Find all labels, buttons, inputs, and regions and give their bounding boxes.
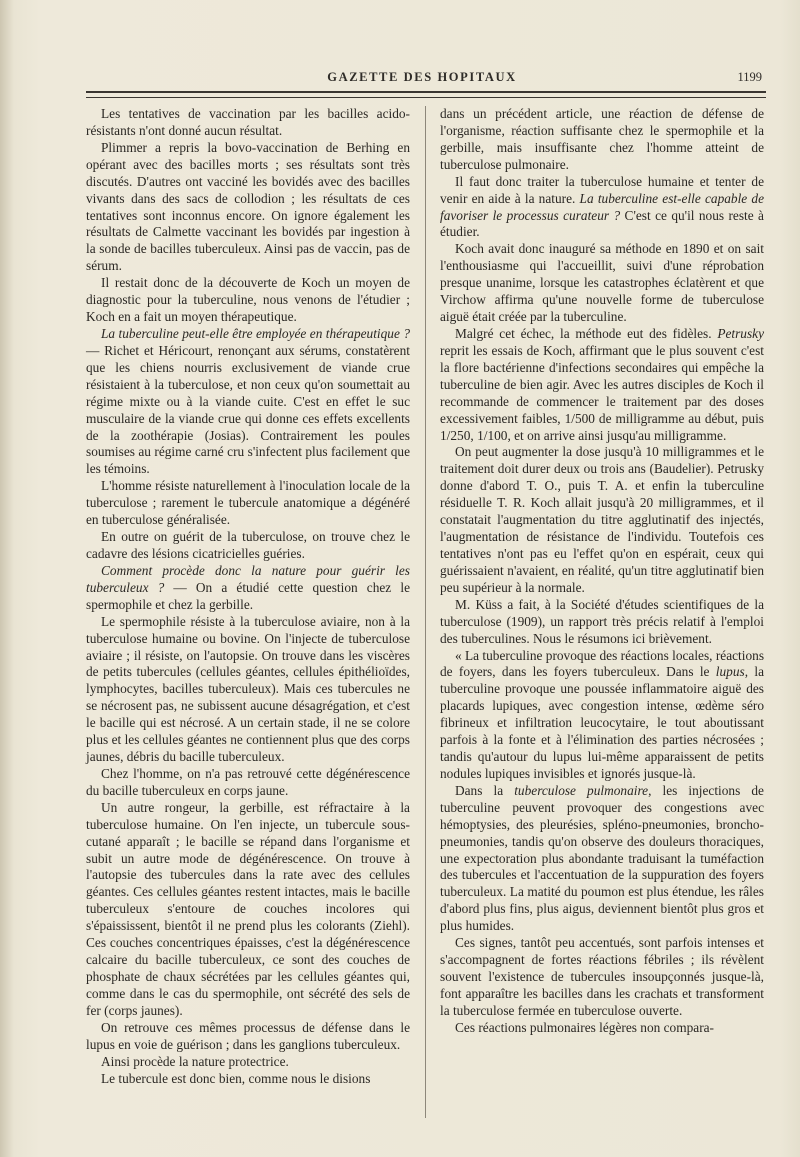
- paragraph: En outre on guérit de la tuberculose, on trouve chez le cadavre des lésions cicatricielles guéries.: [86, 529, 410, 561]
- paragraph-text: , les injections de tuberculine peuvent provoquer des congestions avec hémoptysies, des pleurésies, spléno-pneumonies, broncho-pneumonies, tandis qu'on observe des douleurs thoraciques, une expectoration plus abondante traduisant la tuméfaction des tubercules et l'accentuation de la suppuration des foyers tuberculeux. La matité du poumon est plus étendue, les râles d'abord plus fins, plus aigus, deviennent bientôt plus gros et plus humides.: [440, 782, 764, 934]
- paragraph: Il restait donc de la découverte de Koch un moyen de diagnostic pour la tuberculine, nous venons de l'étudier ; Koch en a fait un moyen thérapeutique.: [86, 275, 410, 325]
- italic-term: lupus: [715, 664, 745, 680]
- paragraph: M. Küss a fait, à la Société d'études scientifiques de la tuberculose (1909), un rapport très précis relatif à l'emploi des tuberculines. Nous le résumons ici brièvement.: [440, 596, 764, 646]
- paragraph-text: C'est ce qu'il nous reste à étudier.: [440, 207, 764, 240]
- paragraph-text: Dans la: [455, 782, 515, 798]
- paragraph: Un autre rongeur, la gerbille, est réfractaire à la tuberculose humaine. On l'en injecte, un tubercule sous-cutané apparaît ; le bacille se répand dans l'organisme et subit un autre mode de dégénérescence. On trouve à l'autopsie des tubercules dans la rate avec des cellules géantes. Ces cellules géantes restent intactes, mais le bacille tuberculeux s'entoure de couches incolores qui s'épaississent, bientôt il ne prend plus les colorants (Ziehl). Ces couches concentriques épaisses, c'est la dégénérescence calcaire du bacille tuberculeux, ce sont des couches de phosphate de chaux sécrétées par les cellules géantes qui, comme dans le cas du spermophile, ont sécrété des sels de fer (corps jaunes).: [86, 799, 410, 1018]
- paragraph: [440, 174, 764, 242]
- paragraph: L'homme résiste naturellement à l'inoculation locale de la tuberculose ; rarement le tubercule anatomique a dégénéré en tuberculose généralisée.: [86, 478, 410, 528]
- paragraph: [86, 563, 410, 614]
- paragraph: Ces signes, tantôt peu accentués, sont parfois intenses et s'accompagnent de fortes réactions fébriles ; ils révèlent souvent l'existence de tubercules insoupçonnés jusque-là, font apparaître les bacilles dans les crachats et transforment la tuberculose fermée en tuberculose ouverte.: [440, 935, 764, 1018]
- paragraph-text: reprit les essais de Koch, affirmant que le plus souvent c'est la flore bactérienne d'infections secondaires qui empêche la tuberculine de bien agir. Avec les autres disciples de Koch il recommande de commencer le traitement par des doses excessivement faibles, 1/500 de milligramme au début, puis 1/250, 1/100, et on arrive ainsi jusqu'au milligramme.: [440, 342, 764, 443]
- paragraph: Plimmer a repris la bovo-vaccination de Berhing en opérant avec des bacilles morts ; ses résultats sont très discutés. D'autres ont vacciné les bovidés avec des bacilles vivants dans des sacs de collodion ; les résultats de ces tentatives sont inconnus encore. On ignore également les résultats de Calmette vaccinant les bovidés par ingestion à la sonde de bacilles tuberculeux. Ainsi pas de vaccin, pas de sérum.: [86, 139, 410, 274]
- paragraph: [440, 326, 764, 444]
- right-column: [440, 106, 764, 1037]
- paragraph: On retrouve ces mêmes processus de défense dans le lupus en voie de guérison ; dans les ganglions tuberculeux.: [86, 1019, 410, 1052]
- paragraph-text: — Richet et Héricourt, renonçant aux sérums, constatèrent que les chiens nourris exclusivement de viande crue résistaient à la tuberculose, et non ceux qu'on soumettait au régime mixte ou à la viande cuite. C'est en effet le suc musculaire de la viande crue qui donne ces effets excellents de la zoothérapie (Josias). Contrairement les poules soumises au régime carné cru s'infectent plus facilement que les témoins.: [86, 342, 410, 477]
- column-divider: [425, 106, 426, 1118]
- paragraph-text: Il faut donc traiter la tuberculose humaine et tenter de venir en aide à la nature.: [440, 173, 764, 206]
- paragraph: Le tubercule est donc bien, comme nous le disions: [101, 1070, 371, 1086]
- paragraph-text: « La tuberculine provoque des réactions locales, réactions de foyers, dans les foyers tuberculeux. Dans le: [440, 647, 765, 680]
- page-header: [82, 70, 762, 88]
- paragraph: Chez l'homme, on n'a pas retrouvé cette dégénérescence du bacille tuberculeux en corps jaune.: [86, 765, 410, 798]
- paragraph: [440, 648, 764, 783]
- paragraph-text: , la tuberculine provoque une poussée inflammatoire aiguë des placards lupiques, avec congestion intense, œdème séro fibrineux et infiltration leucocytaire, le tout aboutissant parfois à la fonte et à l'élimination des parties nécrosées ; tandis qu'autour du lupus lui-même apparaissent de petits nodules lupiques invisibles et ignorés jusque-là.: [440, 664, 764, 781]
- paragraph: [86, 326, 410, 478]
- italic-heading: Comment procède donc la nature pour guérir les tuberculeux ?: [86, 562, 410, 595]
- paragraph-text: Malgré cet échec, la méthode eut des fidèles.: [455, 325, 718, 341]
- italic-heading: La tuberculine est-elle capable de favoriser le processus curateur ?: [440, 190, 764, 223]
- paragraph: Koch avait donc inauguré sa méthode en 1890 et on sait l'enthousiasme qui l'accueillit, suivi d'une réprobation presque unanime, lorsque les catastrophes éclatèrent et que Virchow affirma qu'une nouvelle forme de tuberculose aiguë était créée par la tuberculine.: [440, 241, 764, 325]
- italic-name: Petrusky: [717, 325, 764, 341]
- paragraph: dans un précédent article, une réaction de défense de l'organisme, réaction suffisante chez le spermophile et la gerbille, mais insuffisante chez l'homme atteint de tuberculose pulmonaire.: [440, 106, 764, 172]
- left-column: [86, 106, 410, 1087]
- paragraph: Ainsi procède la nature protectrice.: [101, 1053, 289, 1069]
- paragraph: Ces réactions pulmonaires légères non compara-: [455, 1019, 714, 1035]
- running-title: GAZETTE DES HOPITAUX: [327, 70, 517, 84]
- paragraph: On peut augmenter la dose jusqu'à 10 milligrammes et le traitement doit durer deux ou trois ans (Baudelier). Petrusky donne d'abord T. O., puis T. A. et enfin la tuberculine résiduelle T. R. Koch allait jusqu'à 20 milligrammes, et il constatait l'augmentation du titre agglutinatif des injectés, l'augmentation de résistance de l'individu. Toutefois ces tentatives n'ont pas eu l'effet qu'on en espérait, ceux qui guérissaient n'avaient, en réalité, qu'un titre agglutinatif bien peu supérieur à la normale.: [440, 444, 764, 595]
- italic-term: tuberculose pulmonaire: [514, 782, 649, 798]
- paragraph: [440, 783, 764, 935]
- paragraph: Les tentatives de vaccination par les bacilles acido-résistants n'ont donné aucun résultat.: [86, 106, 410, 138]
- paragraph-text: — On a étudié cette question chez le spermophile et chez la gerbille.: [86, 579, 410, 612]
- italic-heading: La tuberculine peut-elle être employée en thérapeutique ?: [101, 325, 410, 341]
- paragraph: Le spermophile résiste à la tuberculose aviaire, non à la tuberculose humaine ou bovine. On l'injecte de tuberculose aviaire ; il résiste, on l'autopsie. On trouve dans les viscères de petits tubercules (cellules géantes, cellules épithélioïdes, lymphocytes, bacilles tuberculeux). Mais ces tubercules ne se nécrosent pas, ne subissent aucune désagrégation, et c'est le bacille qui est nécrosé. A un certain stade, il ne se colore plus et les cellules géantes ne contiennent plus que des corps jaunes, débris du bacille tuberculeux.: [86, 613, 410, 765]
- header-rule: [86, 91, 766, 98]
- page-number: 1199: [737, 70, 762, 84]
